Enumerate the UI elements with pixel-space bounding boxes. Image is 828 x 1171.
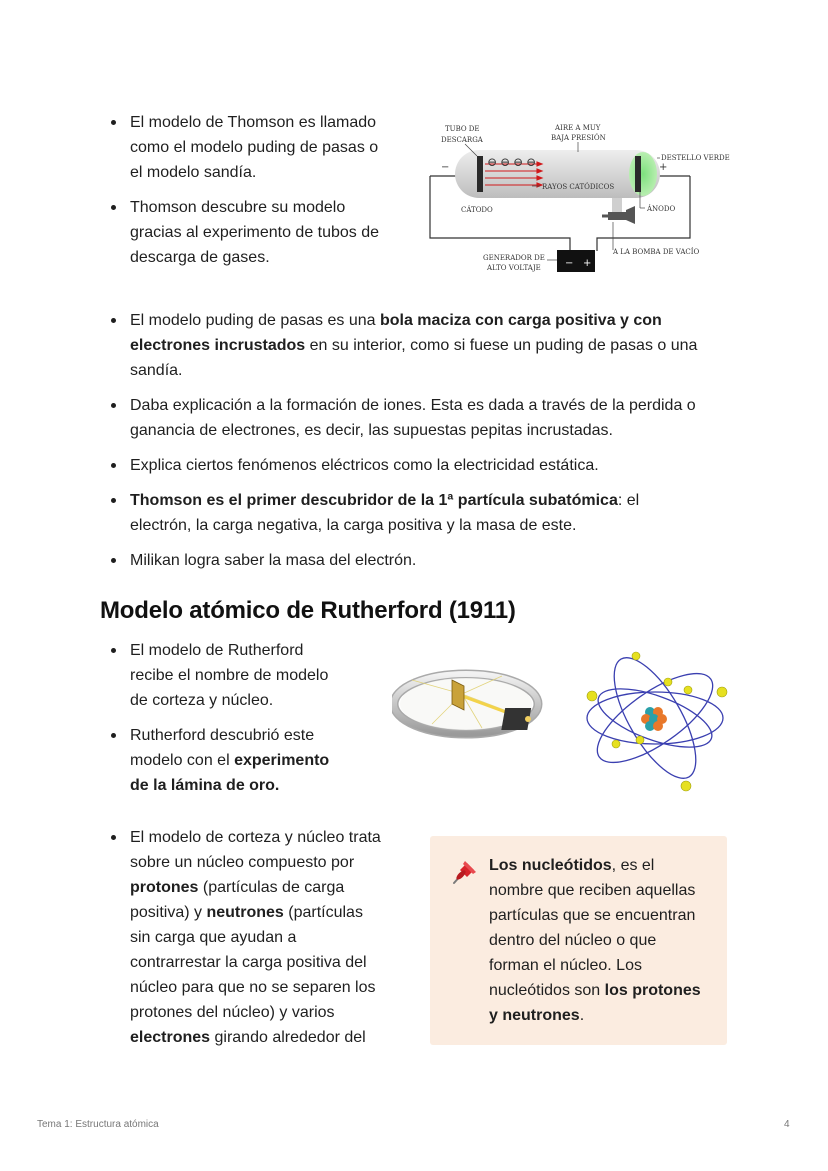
electron-icon: ⊖ <box>526 155 537 169</box>
list-item: El modelo puding de pasas es una bola maciza con carga positiva y con electrones incrustados en su interior, como si fuese un puding de pasas o una sandía. <box>100 308 760 383</box>
rutherford-intro-list <box>100 638 370 808</box>
list-item: El modelo de Thomson es llamado como el modelo puding de pasas o el modelo sandía. <box>100 110 400 185</box>
page-number: 4 <box>784 1119 790 1130</box>
thomson-intro-list <box>100 110 400 280</box>
svg-text:+: + <box>583 258 592 269</box>
svg-text:−: − <box>565 258 574 269</box>
section-title-rutherford: Modelo atómico de Rutherford (1911) <box>100 597 516 624</box>
anode <box>635 156 641 192</box>
svg-text:GENERADOR DE: GENERADOR DE <box>483 254 545 262</box>
list-item: Daba explicación a la formación de iones. Esta es dada a través de la perdida o ganancia de electrones, es decir, las supuestas pepitas incrustadas. <box>100 393 760 443</box>
svg-text:ALTO VOLTAJE: ALTO VOLTAJE <box>487 264 541 272</box>
list-item: Thomson descubre su modelo gracias al experimento de tubos de descarga de gases. <box>100 195 400 270</box>
list-item: Thomson es el primer descubridor de la 1ª partícula subatómica: el electrón, la carga negativa, la carga positiva y la masa de este. <box>100 488 760 538</box>
list-item: El modelo de corteza y núcleo trata sobre un núcleo compuesto por protones (partículas de carga positiva) y neutrones (partículas sin carga que ayudan a contrarrestar la carga positiva del núcleo para que no se separen los protones del núcleo) y varios electrones girando alrededor del <box>100 825 400 1050</box>
list-item: Explica ciertos fenómenos eléctricos como la electricidad estática. <box>100 453 760 478</box>
svg-text:−: − <box>441 162 450 173</box>
svg-text:ÁNODO: ÁNODO <box>647 205 676 213</box>
svg-text:DESCARGA: DESCARGA <box>441 136 483 144</box>
svg-text:RAYOS CATÓDICOS: RAYOS CATÓDICOS <box>542 183 615 191</box>
electron-icon: ⊖ <box>500 155 511 169</box>
svg-text:CÁTODO: CÁTODO <box>461 206 493 214</box>
list-item: Milikan logra saber la masa del electrón. <box>100 548 760 573</box>
rutherford-atom-image <box>580 648 730 796</box>
electron-icon: ⊖ <box>513 155 524 169</box>
svg-text:TUBO DE: TUBO DE <box>445 125 480 133</box>
cathode-ray-tube-diagram <box>425 118 735 283</box>
svg-text:+: + <box>659 162 668 173</box>
pushpin-icon <box>450 858 478 891</box>
svg-text:AIRE A MUY: AIRE A MUY <box>555 124 601 132</box>
electron-icon: ⊖ <box>487 155 498 169</box>
thomson-details-list <box>100 308 760 583</box>
green-flash <box>629 152 657 196</box>
list-item: El modelo de Rutherford recibe el nombre de modelo de corteza y núcleo. <box>100 638 370 713</box>
rutherford-details-list <box>100 825 400 1060</box>
gold-foil-experiment-image <box>392 658 552 748</box>
callout-box <box>430 836 727 1045</box>
list-item: Rutherford descubrió este modelo con el experimento de la lámina de oro. <box>100 723 370 798</box>
callout-text: Los nucleótidos, es el nombre que reciben aquellas partículas que se encuentran dentro del núcleo o que forman el núcleo. Los nucleótidos son los protones y neutrones. <box>489 857 701 1024</box>
svg-text:A LA BOMBA DE VACÍO: A LA BOMBA DE VACÍO <box>613 248 700 256</box>
cathode <box>477 156 483 192</box>
svg-text:DESTELLO VERDE: DESTELLO VERDE <box>661 154 730 162</box>
svg-text:BAJA PRESIÓN: BAJA PRESIÓN <box>551 134 606 142</box>
footer-title: Tema 1: Estructura atómica <box>37 1119 159 1130</box>
nucleus <box>641 707 667 731</box>
